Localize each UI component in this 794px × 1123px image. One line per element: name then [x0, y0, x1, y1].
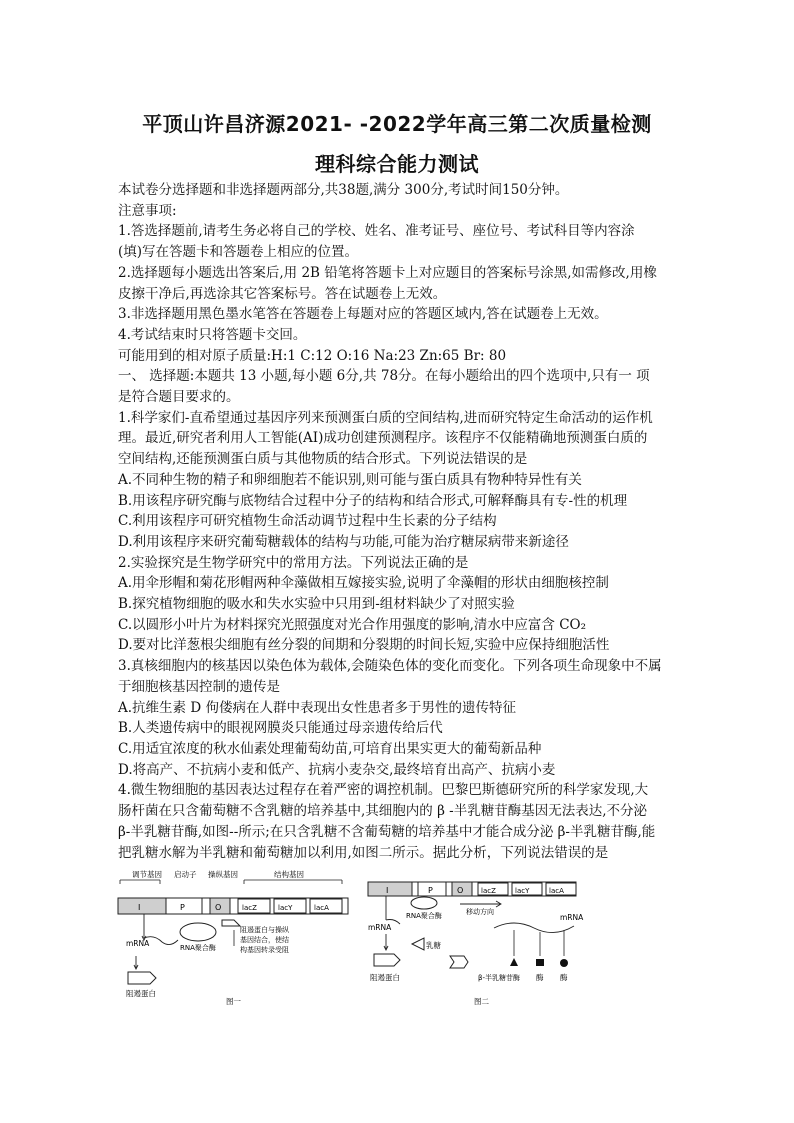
- question-option: A.抗维生素 D 佝偻病在人群中表现出女性患者多于男性的遗传特征: [118, 699, 516, 716]
- gene-laca-label: lacA: [549, 887, 564, 895]
- rna-polymerase-shape: [411, 897, 437, 909]
- enzyme1-label: β-半乳糖苷酶: [478, 974, 520, 982]
- repressor-inactive-shape: [450, 956, 468, 968]
- repressor-bound-shape: [222, 920, 240, 926]
- figure-two-caption: 图二: [474, 997, 489, 1006]
- enzyme3-label: 酶: [560, 973, 568, 982]
- section-heading: 一、 选择题:本题共 13 小题,每小题 6分,共 78分。在每小题给出的四个选项中,只有一 项: [118, 368, 650, 385]
- page-subtitle: 理科综合能力测试: [315, 152, 479, 176]
- mrna-strand: [386, 896, 400, 924]
- gene-p-label: P: [180, 903, 185, 912]
- notice-line: 1.答选择题前,请考生务必将自己的学校、姓名、准考证号、座位号、考试科目等内容涂: [118, 223, 635, 240]
- enzyme-circle: [560, 959, 568, 967]
- lactose-triangle: [412, 938, 424, 950]
- figure-two: [364, 868, 604, 1008]
- question-option: C.以圆形小叶片为材料探究光照强度对光合作用强度的影响,清水中应富含 CO₂: [118, 616, 587, 633]
- gene-o-label: O: [215, 903, 222, 912]
- exam-body: [118, 180, 680, 863]
- enzyme2-label: 酶: [536, 973, 544, 982]
- question-option: B.用该程序研究酶与底物结合过程中分子的结构和结合形式,可解释酶具有专-性的机理: [118, 492, 628, 509]
- question-stem: 3.真核细胞内的核基因以染色体为载体,会随染色体的变化而变化。下列各项生命现象中不属: [118, 658, 662, 675]
- question-stem: β-半乳糖苷酶,如图--所示;在只含乳糖不含葡萄糖的培养基中才能合成分泌 β-半乳糖苷酶,能: [118, 823, 656, 840]
- question-option: B.人类遗传病中的眼视网膜炎只能通过母亲遗传给后代: [118, 720, 443, 737]
- gene-laca-label: lacA: [314, 904, 329, 912]
- question-stem: 1.科学家们-直希望通过基因序列来预测蛋白质的空间结构,进而研究特定生命活动的运作机: [118, 409, 653, 426]
- question-stem: 理。最近,研究者利用人工智能(AI)成功创建预测程序。该程序不仅能精确地预测蛋白质的: [118, 430, 648, 447]
- question-stem: 2.实验探究是生物学研究中的常用方法。下列说法正确的是: [118, 554, 469, 571]
- question-option: D.利用该程序来研究葡萄糖载体的结构与功能,可能为治疗糖尿病带来新途径: [118, 533, 569, 550]
- section-heading: 是符合题目要求的。: [118, 389, 240, 406]
- label-bracket: [120, 880, 342, 884]
- page-title: 平顶山许昌济源2021- -2022学年高三第二次质量检测: [142, 112, 652, 136]
- rna-polymerase-shape: [180, 923, 216, 941]
- intro-summary: 本试卷分选择题和非选择题两部分,共38题,满分 300分,考试时间150分钟。: [118, 182, 569, 198]
- gene-lacz-label: lacZ: [242, 904, 257, 912]
- question-option: A.用伞形帽和菊花形帽两种伞藻做相互嫁接实验,说明了伞藻帽的形状由细胞核控制: [118, 575, 609, 592]
- translation-lines: [514, 930, 564, 956]
- lactose-label: 乳糖: [426, 941, 441, 950]
- gene-lacy-label: lacY: [278, 904, 293, 912]
- gene-lacy-label: lacY: [515, 887, 530, 895]
- question-option: D.将高产、不抗病小麦和低产、抗病小麦杂交,最终培育出高产、抗病小麦: [118, 761, 556, 778]
- mrna-label: mRNA: [126, 939, 150, 948]
- gene-i: [118, 898, 166, 914]
- note-line-1: 阻遏蛋白与操纵: [240, 926, 289, 934]
- question-stem: 于细胞核基因控制的遗传是: [118, 678, 280, 695]
- rna-polymerase-label: RNA聚合酶: [406, 912, 442, 920]
- repressor-shape: [374, 954, 400, 966]
- repressor-label: 阻遏蛋白: [126, 989, 156, 998]
- question-stem: 4.微生物细胞的基因表达过程存在着严密的调控机制。巴黎巴斯德研究所的科学家发现,大: [118, 782, 649, 799]
- gene-i: [368, 882, 412, 896]
- question-option: A.不同种生物的精子和卵细胞若不能识别,则可能与蛋白质具有物种特异性有关: [118, 471, 582, 488]
- question-option: B.探究植物细胞的吸水和失水实验中只用到-组材料缺少了对照实验: [118, 596, 515, 613]
- atomic-masses: 可能用到的相对原子质量:H:1 C:12 O:16 Na:23 Zn:65 Br: 80: [118, 347, 507, 364]
- notice-line: 皮擦干净后,再选涂其它答案标号。答在试题卷上无效。: [118, 285, 447, 302]
- question-stem: 空间结构,还能预测蛋白质与其他物质的结合形式。下列说法错误的是: [118, 451, 528, 468]
- label-operator: 操纵基因: [208, 870, 238, 879]
- label-regulatory-gene: 调节基因: [132, 870, 162, 879]
- question-option: D.要对比洋葱根尖细胞有丝分裂的间期和分裂期的时间长短,实验中应保持细胞活性: [118, 637, 610, 654]
- enzyme-triangle: [510, 958, 518, 966]
- repressor-shape: [128, 972, 156, 984]
- gene-p-label: P: [428, 886, 433, 895]
- direction-label: 移动方向: [466, 908, 494, 916]
- question-option: C.用适宜浓度的秋水仙素处理葡萄幼苗,可培育出果实更大的葡萄新品种: [118, 740, 542, 757]
- rna-polymerase-label: RNA聚合酶: [180, 944, 216, 952]
- notice-line: 4.考试结束时只将答题卡交回。: [118, 326, 307, 343]
- gene-i-label: I: [138, 903, 141, 912]
- figure-one-caption: 图一: [226, 997, 241, 1006]
- figure-one: [114, 868, 366, 1008]
- notice-line: 3.非选择题用黑色墨水笔答在答题卷上每题对应的答题区域内,答在试题卷上无效。: [118, 306, 608, 323]
- enzyme-square: [536, 959, 544, 966]
- notice-line: (填)写在答题卡和答题卷上相应的位置。: [118, 244, 359, 261]
- label-promoter: 启动子: [174, 870, 197, 879]
- mrna-left-label: mRNA: [368, 923, 392, 932]
- note-line-2: 基因结合，使结: [240, 936, 289, 944]
- label-structural-genes: 结构基因: [274, 870, 304, 879]
- question-stem: 肠杆菌在只含葡萄糖不含乳糖的培养基中,其细胞内的 β -半乳糖苷酶基因无法表达,不分泌: [118, 803, 648, 820]
- mrna-right-label: mRNA: [560, 913, 584, 922]
- question-stem: 把乳糖水解为半乳糖和葡萄糖加以利用,如图二所示。据此分析，下列说法错误的是: [118, 844, 609, 861]
- gene-i-label: I: [386, 886, 389, 895]
- notice-line: 2.选择题每小题选出答案后,用 2B 铅笔将答题卡上对应题目的答案标号涂黑,如需修改,用橡: [118, 264, 657, 281]
- note-line-3: 构基因转录受阻: [240, 946, 289, 954]
- question-option: C.利用该程序可研究植物生命活动调节过程中生长素的分子结构: [118, 513, 497, 530]
- repressor-label: 阻遏蛋白: [370, 973, 400, 982]
- gene-lacz-label: lacZ: [481, 887, 496, 895]
- mrna-strand-right: [494, 923, 574, 933]
- notice-heading: 注意事项:: [118, 202, 177, 219]
- gene-o-label: O: [457, 886, 464, 895]
